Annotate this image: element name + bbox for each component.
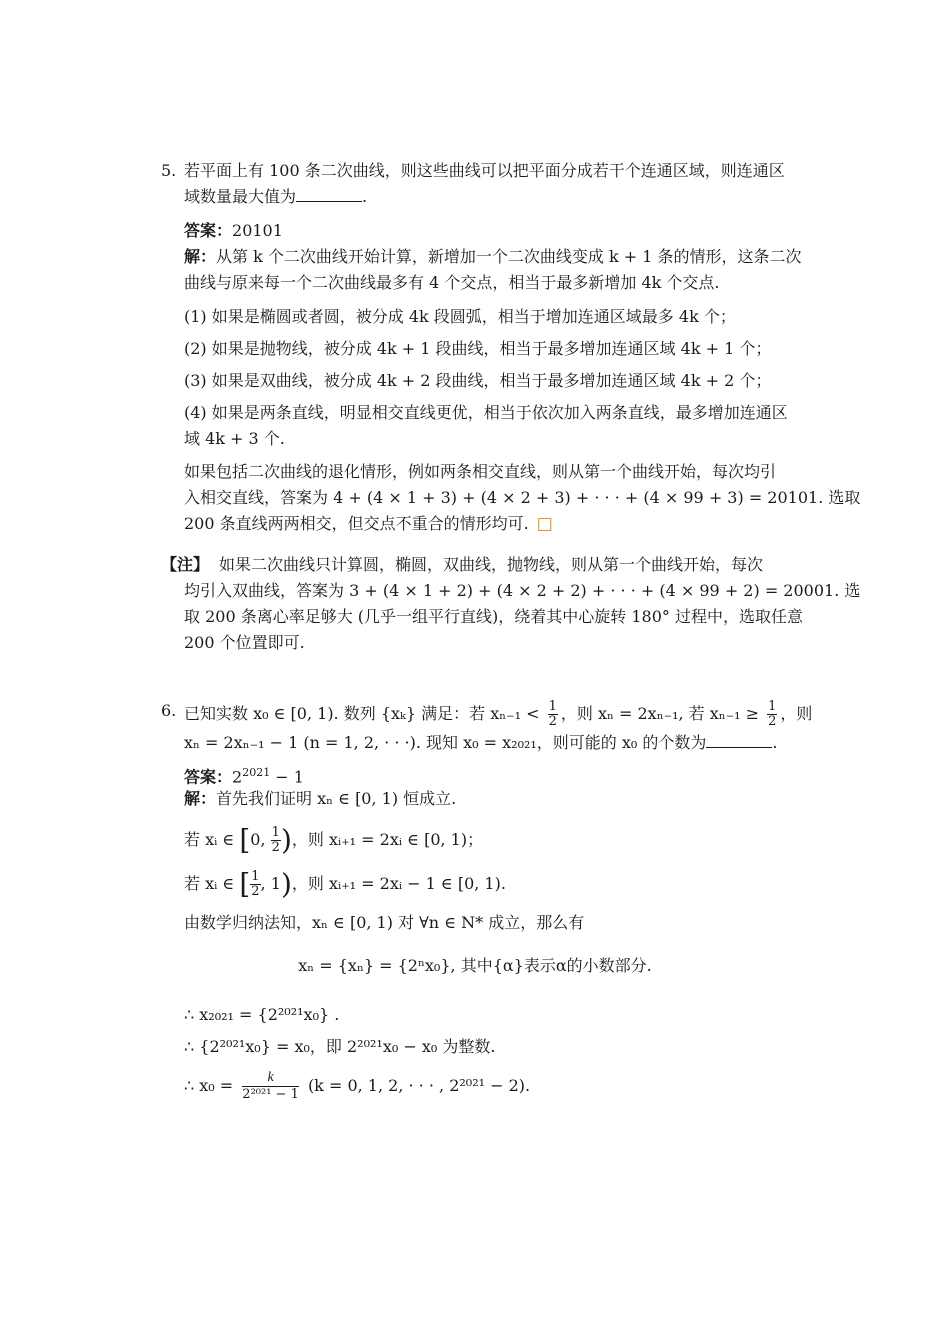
problem-5-case-1: (1) 如果是椭圆或者圆，被分成 4k 段圆弧，相当于增加连通区域最多 4k 个； (184, 307, 736, 326)
problem-5-note-line1 (161, 554, 763, 576)
answer-blank (706, 733, 772, 748)
stem-part-c: ，则 (780, 704, 813, 723)
problem-5-stem-line1: 若平面上有 100 条二次曲线，则这些曲线可以把平面分成若干个连通区域，则连通区 (184, 161, 785, 180)
problem-5-case-4-line2: 域 4k + 3 个. (184, 429, 285, 448)
frac-num: 1 (271, 825, 280, 840)
problem-5-solution-line2: 曲线与原来每一个二次曲线最多有 4 个交点，相当于最多新增加 4k 个交点. (184, 273, 720, 292)
problem-6-induction: 由数学归纳法知，xₙ ∈ [0, 1) 对 ∀n ∈ N* 成立，那么有 (184, 913, 585, 932)
interval-left: 0, (250, 830, 266, 849)
problem-6-stem-line1 (184, 700, 812, 729)
answer-label: 答案： (184, 767, 233, 787)
frac-den: 2 (251, 884, 260, 899)
problem-5-case-2: (2) 如果是抛物线，被分成 4k + 1 段曲线，相当于最多增加连通区域 4k + 1 个； (184, 339, 772, 358)
left-bracket-icon: [ (239, 823, 251, 857)
problem-5-degenerate-line3 (184, 513, 553, 535)
left-bracket-icon: [ (239, 867, 251, 901)
stem-part-a: 已知实数 x₀ ∈ [0, 1). 数列 {xₖ} 满足：若 xₙ₋₁ < (184, 704, 540, 723)
answer-rest: − 1 (270, 767, 304, 787)
answer-blank (296, 187, 362, 202)
right-paren-icon: ) (280, 867, 292, 901)
fraction-half (271, 826, 281, 855)
stem-period: . (772, 733, 778, 752)
frac-num: 1 (548, 699, 557, 714)
problem-6-step-1: ∴ x₂₀₂₁ = {2²⁰²¹x₀} . (184, 1005, 340, 1024)
frac-num: 1 (768, 699, 777, 714)
problem-6-number: 6. (161, 701, 177, 720)
case-text-a: 若 xᵢ ∈ (184, 830, 235, 849)
degenerate-text: 200 条直线两两相交，但交点不重合的情形均可. (184, 514, 529, 533)
stem-part-b: ，则 xₙ = 2xₙ₋₁, 若 xₙ₋₁ ≥ (560, 704, 760, 723)
interval-right: , 1 (260, 874, 281, 893)
answer-exponent: 2021 (242, 766, 271, 779)
problem-5-degenerate-line2: 入相交直线，答案为 4 + (4 × 1 + 3) + (4 × 2 + 3) + · · · + (4 × 99 + 3) = 20101. 选取 (184, 488, 861, 507)
fraction-k (242, 1070, 299, 1103)
problem-5-note-line4: 200 个位置即可. (184, 633, 305, 652)
problem-5-stem-line2 (184, 186, 367, 208)
note-text: 如果二次曲线只计算圆，椭圆，双曲线，抛物线，则从第一个曲线开始，每次 (219, 555, 764, 574)
problem-5-degenerate-line1: 如果包括二次曲线的退化情形，例如两条相交直线，则从第一个曲线开始，每次均引 (184, 462, 777, 481)
problem-6-display-equation: xₙ = {xₙ} = {2ⁿx₀}, 其中{α}表示α的小数部分. (298, 956, 652, 975)
frac-den: 2 (271, 840, 280, 855)
solution-label: 解： (184, 789, 217, 808)
problem-6-case-2 (184, 866, 506, 902)
problem-6-stem-line2 (184, 732, 778, 754)
problem-5-answer (184, 220, 283, 242)
frac-den: 2²⁰²¹ − 1 (242, 1087, 299, 1102)
problem-5-note-line2: 均引入双曲线，答案为 3 + (4 × 1 + 2) + (4 × 2 + 2) + · · · + (4 × 99 + 2) = 20001. 选 (184, 581, 861, 600)
problem-6-step-3 (184, 1068, 530, 1104)
step3-text-b: (k = 0, 1, 2, · · · , 2²⁰²¹ − 2). (307, 1076, 531, 1095)
problem-5-case-3: (3) 如果是双曲线，被分成 4k + 2 段曲线，相当于最多增加连通区域 4k + 2 个； (184, 371, 772, 390)
frac-den: 2 (548, 714, 557, 729)
fraction-half-1 (548, 700, 558, 729)
problem-6-solution-line1 (184, 788, 456, 810)
problem-5-note-line3: 取 200 条离心率足够大 (几乎一组平行直线)，绕着其中心旋转 180° 过程中，选取任意 (184, 607, 803, 626)
fraction-half-2 (767, 700, 777, 729)
fraction-half (250, 870, 260, 899)
problem-5-solution-line1 (184, 246, 802, 268)
stem-text: xₙ = 2xₙ₋₁ − 1 (n = 1, 2, · · ·). 现知 x₀ = x₂₀₂₁，则可能的 x₀ 的个数为 (184, 733, 707, 752)
frac-den: 2 (768, 714, 777, 729)
case-text-a: 若 xᵢ ∈ (184, 874, 235, 893)
answer-label: 答案： (184, 221, 233, 240)
frac-num: 1 (251, 869, 260, 884)
case-text-b: ，则 xᵢ₊₁ = 2xᵢ − 1 ∈ [0, 1). (291, 874, 506, 893)
case-text-b: ，则 xᵢ₊₁ = 2xᵢ ∈ [0, 1)； (291, 830, 484, 849)
problem-5-case-4-line1: (4) 如果是两条直线，明显相交直线更优，相当于依次加入两条直线，最多增加连通区 (184, 403, 788, 422)
right-paren-icon: ) (280, 823, 292, 857)
frac-num: k (242, 1070, 299, 1087)
step3-text-a: ∴ x₀ = (184, 1076, 234, 1095)
problem-5-number: 5. (161, 161, 177, 180)
problem-6-case-1 (184, 822, 483, 858)
note-label: 【注】 (161, 555, 210, 574)
answer-base: 2 (232, 767, 243, 787)
problem-6-answer (184, 762, 304, 788)
solution-label: 解： (184, 247, 217, 266)
stem-text: 域数量最大值为 (184, 187, 297, 206)
solution-text: 首先我们证明 xₙ ∈ [0, 1) 恒成立. (216, 789, 457, 808)
answer-value: 20101 (232, 221, 283, 240)
qed-box-icon: □ (536, 514, 553, 534)
stem-period: . (362, 187, 368, 206)
solution-text: 从第 k 个二次曲线开始计算，新增加一个二次曲线变成 k + 1 条的情形，这条二次 (216, 247, 802, 266)
problem-6-step-2: ∴ {2²⁰²¹x₀} = x₀，即 2²⁰²¹x₀ − x₀ 为整数. (184, 1037, 496, 1056)
